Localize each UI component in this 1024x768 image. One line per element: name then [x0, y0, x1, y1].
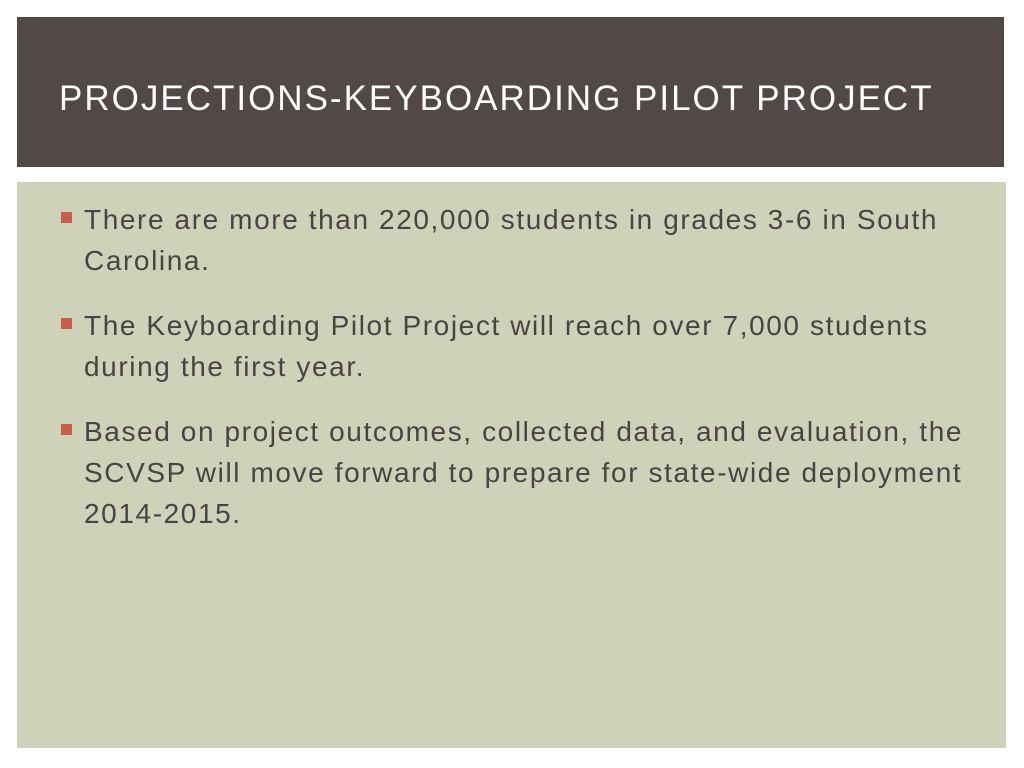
bullet-list: [61, 199, 981, 558]
content-panel: [17, 182, 1006, 748]
bullet-text: There are more than 220,000 students in grades 3-6 in South Carolina.: [84, 204, 938, 276]
bullet-item: [61, 305, 981, 387]
bullet-item: [61, 411, 981, 534]
title-bar: [17, 17, 1004, 167]
slide-title: PROJECTIONS-KEYBOARDING PILOT PROJECT: [59, 79, 934, 118]
bullet-text: The Keyboarding Pilot Project will reach over 7,000 students during the first year.: [84, 310, 929, 382]
square-bullet-icon: [61, 318, 72, 329]
bullet-text: Based on project outcomes, collected data, and evaluation, the SCVSP will move forward to prepare for state-wide deployment 2014-2015.: [84, 416, 964, 529]
bullet-item: [61, 199, 981, 281]
square-bullet-icon: [61, 424, 72, 435]
square-bullet-icon: [61, 212, 72, 223]
